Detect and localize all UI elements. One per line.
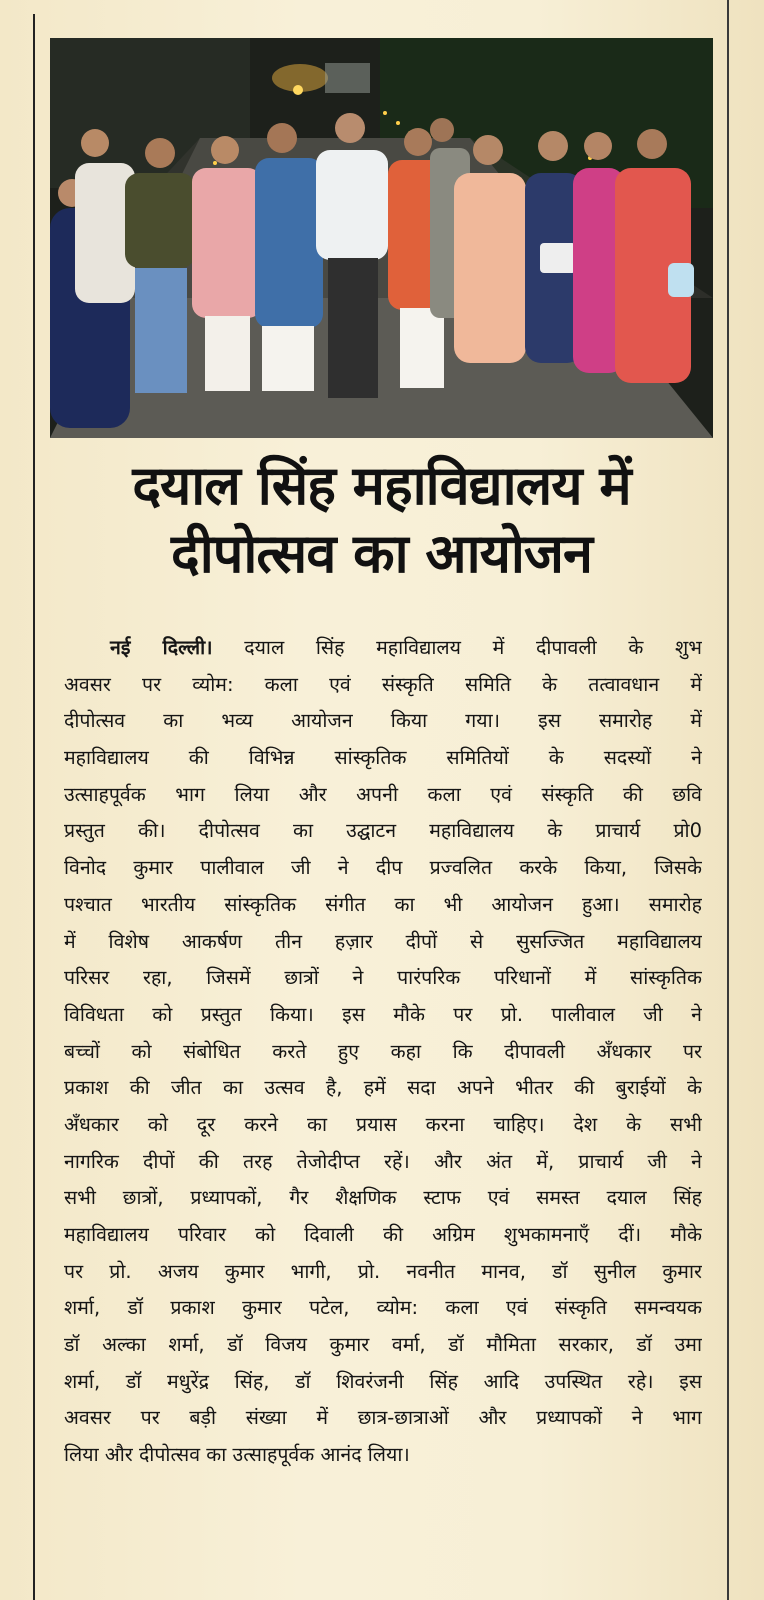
article-line: नागरिक दीपों की तरह तेजोदीप्त रहें। और अंत में, प्राचार्य जी ने [64, 1149, 702, 1173]
headline-line-1: दयाल सिंह महाविद्यालय में [132, 454, 631, 517]
article-line: विविधता को प्रस्तुत किया। इस मौके पर प्रो. पालीवाल जी ने [64, 1002, 702, 1026]
article-line: पर प्रो. अजय कुमार भागी, प्रो. नवनीत मानव, डॉ सुनील कुमार [64, 1259, 702, 1283]
headline [50, 452, 713, 588]
article-line: दीपोत्सव का भव्य आयोजन किया गया। इस समारोह में [64, 709, 702, 733]
article-line: अँधकार को दूर करने का प्रयास करना चाहिए। देश के सभी [64, 1112, 702, 1136]
article-body [64, 630, 702, 1474]
article-line: अवसर पर व्योम: कला एवं संस्कृति समिति के तत्वावधान में [64, 672, 702, 696]
headline-line-2: दीपोत्सव का आयोजन [171, 522, 592, 585]
article-line: अवसर पर बड़ी संख्या में छात्र-छात्राओं और प्रध्यापकों ने भाग [64, 1406, 702, 1430]
group-photo-illustration [50, 38, 713, 438]
article-line: प्रस्तुत की। दीपोत्सव का उद्घाटन महाविद्यालय के प्राचार्य प्रो0 [64, 819, 702, 843]
article-line: शर्मा, डॉ प्रकाश कुमार पटेल, व्योम: कला एवं संस्कृति समन्वयक [64, 1296, 702, 1320]
group-photo [50, 38, 713, 438]
article-line: में विशेष आकर्षण तीन हज़ार दीपों से सुसज्जित महाविद्यालय [64, 929, 702, 953]
column-rule-right [727, 0, 729, 1600]
article-line: महाविद्यालय की विभिन्न सांस्कृतिक समितियों के सदस्यों ने [64, 746, 702, 770]
article-line: प्रकाश की जीत का उत्सव है, हमें सदा अपने भीतर की बुराईयों के [64, 1076, 702, 1100]
column-rule-left [33, 14, 35, 1600]
article-line: सभी छात्रों, प्रध्यापकों, गैर शैक्षणिक स्टाफ एवं समस्त दयाल सिंह [64, 1186, 702, 1210]
article-line: महाविद्यालय परिवार को दिवाली की अग्रिम शुभकामनाएँ दीं। मौके [64, 1223, 702, 1246]
article-line: डॉ अल्का शर्मा, डॉ विजय कुमार वर्मा, डॉ मौमिता सरकार, डॉ उमा [64, 1333, 702, 1357]
article-line: बच्चों को संबोधित करते हुए कहा कि दीपावली अँधकार पर [64, 1039, 702, 1063]
article-line: शर्मा, डॉ मधुरेंद्र सिंह, डॉ शिवरंजनी सिंह आदि उपस्थित रहे। इस [64, 1369, 702, 1393]
dateline: नई दिल्ली। [110, 636, 213, 659]
article-line: उत्साहपूर्वक भाग लिया और अपनी कला एवं संस्कृति की छवि [64, 782, 702, 806]
article-line: विनोद कुमार पालीवाल जी ने दीप प्रज्वलित करके किया, जिसके [64, 856, 702, 880]
article-line: परिसर रहा, जिसमें छात्रों ने पारंपरिक परिधानों में सांस्कृतिक [64, 966, 702, 990]
article-line: पश्चात भारतीय सांस्कृतिक संगीत का भी आयोजन हुआ। समारोह [64, 892, 702, 916]
article-line: नई दिल्ली। दयाल सिंह महाविद्यालय में दीपावली के शुभ [110, 636, 702, 659]
article-line: लिया और दीपोत्सव का उत्साहपूर्वक आनंद लिया। [64, 1443, 410, 1467]
